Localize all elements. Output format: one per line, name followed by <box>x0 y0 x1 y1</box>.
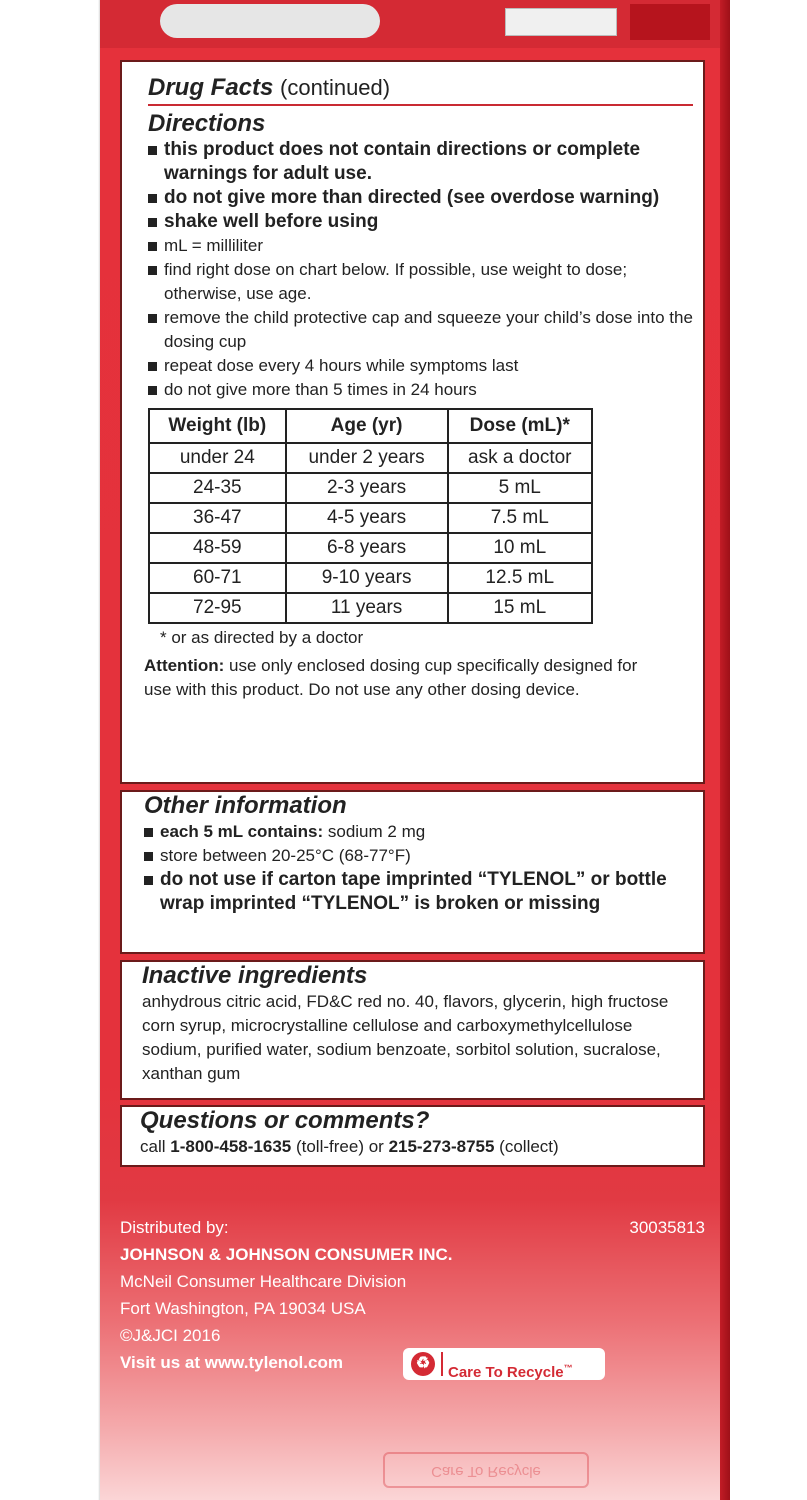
recycle-icon: ♻ <box>411 1352 435 1376</box>
table-row: 24-35 2-3 years 5 mL <box>149 473 592 503</box>
direction-item: do not give more than directed (see overdose warning) <box>148 186 693 210</box>
direction-item: remove the child protective cap and squeeze your child’s dose into the dosing cup <box>148 306 693 354</box>
drug-facts-continued: (continued) <box>280 75 391 100</box>
drug-facts-heading <box>148 74 693 102</box>
questions-title: Questions or comments? <box>140 1107 430 1134</box>
toll-free-number: 1-800-458-1635 <box>170 1137 292 1156</box>
top-label-chip <box>505 8 617 36</box>
copyright: ©J&JCI 2016 <box>120 1326 221 1345</box>
carton-side-panel <box>100 0 730 1500</box>
heading-rule <box>148 104 693 106</box>
inactive-list: anhydrous citric acid, FD&C red no. 40, flavors, glycerin, high fructose corn syrup, microcrystalline cellulose and carboxymethylcellulose sodium, purified water, sodium benzoate, sorbitol solution, sucralose, xanthan gum <box>142 992 669 1083</box>
info-item: store between 20-25°C (68-77°F) <box>144 844 693 868</box>
other-info-title: Other information <box>144 792 347 819</box>
questions-contact: call 1-800-458-1635 (toll-free) or 215-273-8755 (collect) <box>140 1137 559 1156</box>
table-row: 36-47 4-5 years 7.5 mL <box>149 503 592 533</box>
top-dark-bar <box>630 4 710 40</box>
recycle-reflection: Care To Recycle <box>383 1452 589 1488</box>
attention-note: Attention: use only enclosed dosing cup specifically designed for use with this product. Do not use any other dosing device. <box>144 656 638 699</box>
carton-top-strip <box>100 0 720 48</box>
info-item: each 5 mL contains: sodium 2 mg <box>144 820 693 844</box>
top-oval <box>160 4 380 38</box>
direction-item: repeat dose every 4 hours while symptoms last <box>148 354 693 378</box>
direction-item: find right dose on chart below. If possible, use weight to dose; otherwise, use age. <box>148 258 693 306</box>
info-item: do not use if carton tape imprinted “TYLENOL” or bottle wrap imprinted “TYLENOL” is broken or missing <box>144 868 693 916</box>
dosing-table <box>148 408 593 624</box>
table-row: 48-59 6-8 years 10 mL <box>149 533 592 563</box>
questions-panel <box>120 1105 705 1167</box>
directions-title: Directions <box>148 110 266 137</box>
company-name: JOHNSON & JOHNSON CONSUMER INC. <box>120 1245 453 1264</box>
carton-edge <box>720 0 730 1500</box>
table-row: 72-95 11 years 15 mL <box>149 593 592 623</box>
table-row: 60-71 9-10 years 12.5 mL <box>149 563 592 593</box>
recycle-label: Care To Recycle™ <box>448 1363 573 1381</box>
direction-item: shake well before using <box>148 210 693 234</box>
collect-number: 215-273-8755 <box>388 1137 495 1156</box>
table-header: Weight (lb) <box>149 409 286 443</box>
direction-item: do not give more than 5 times in 24 hours <box>148 378 693 402</box>
care-to-recycle-badge <box>403 1348 605 1380</box>
badge-divider <box>441 1352 443 1376</box>
direction-item: this product does not contain directions or complete warnings for adult use. <box>148 138 693 186</box>
distributor-block <box>120 1214 720 1381</box>
product-code: 30035813 <box>629 1218 705 1237</box>
directions-panel <box>120 60 705 784</box>
table-row: under 24 under 2 years ask a doctor <box>149 443 592 473</box>
table-header: Age (yr) <box>286 409 448 443</box>
direction-item: mL = milliliter <box>148 234 693 258</box>
inactive-title: Inactive ingredients <box>142 962 368 989</box>
company-address: Fort Washington, PA 19034 USA <box>120 1299 366 1318</box>
table-header: Dose (mL)* <box>448 409 593 443</box>
distributed-by: Distributed by: <box>120 1218 229 1237</box>
inactive-ingredients-panel <box>120 960 705 1100</box>
division-name: McNeil Consumer Healthcare Division <box>120 1272 407 1291</box>
table-footnote: * or as directed by a doctor <box>160 628 364 647</box>
drug-facts-title: Drug Facts <box>148 74 274 101</box>
website-line: Visit us at www.tylenol.com <box>120 1353 343 1372</box>
other-info-panel <box>120 790 705 954</box>
